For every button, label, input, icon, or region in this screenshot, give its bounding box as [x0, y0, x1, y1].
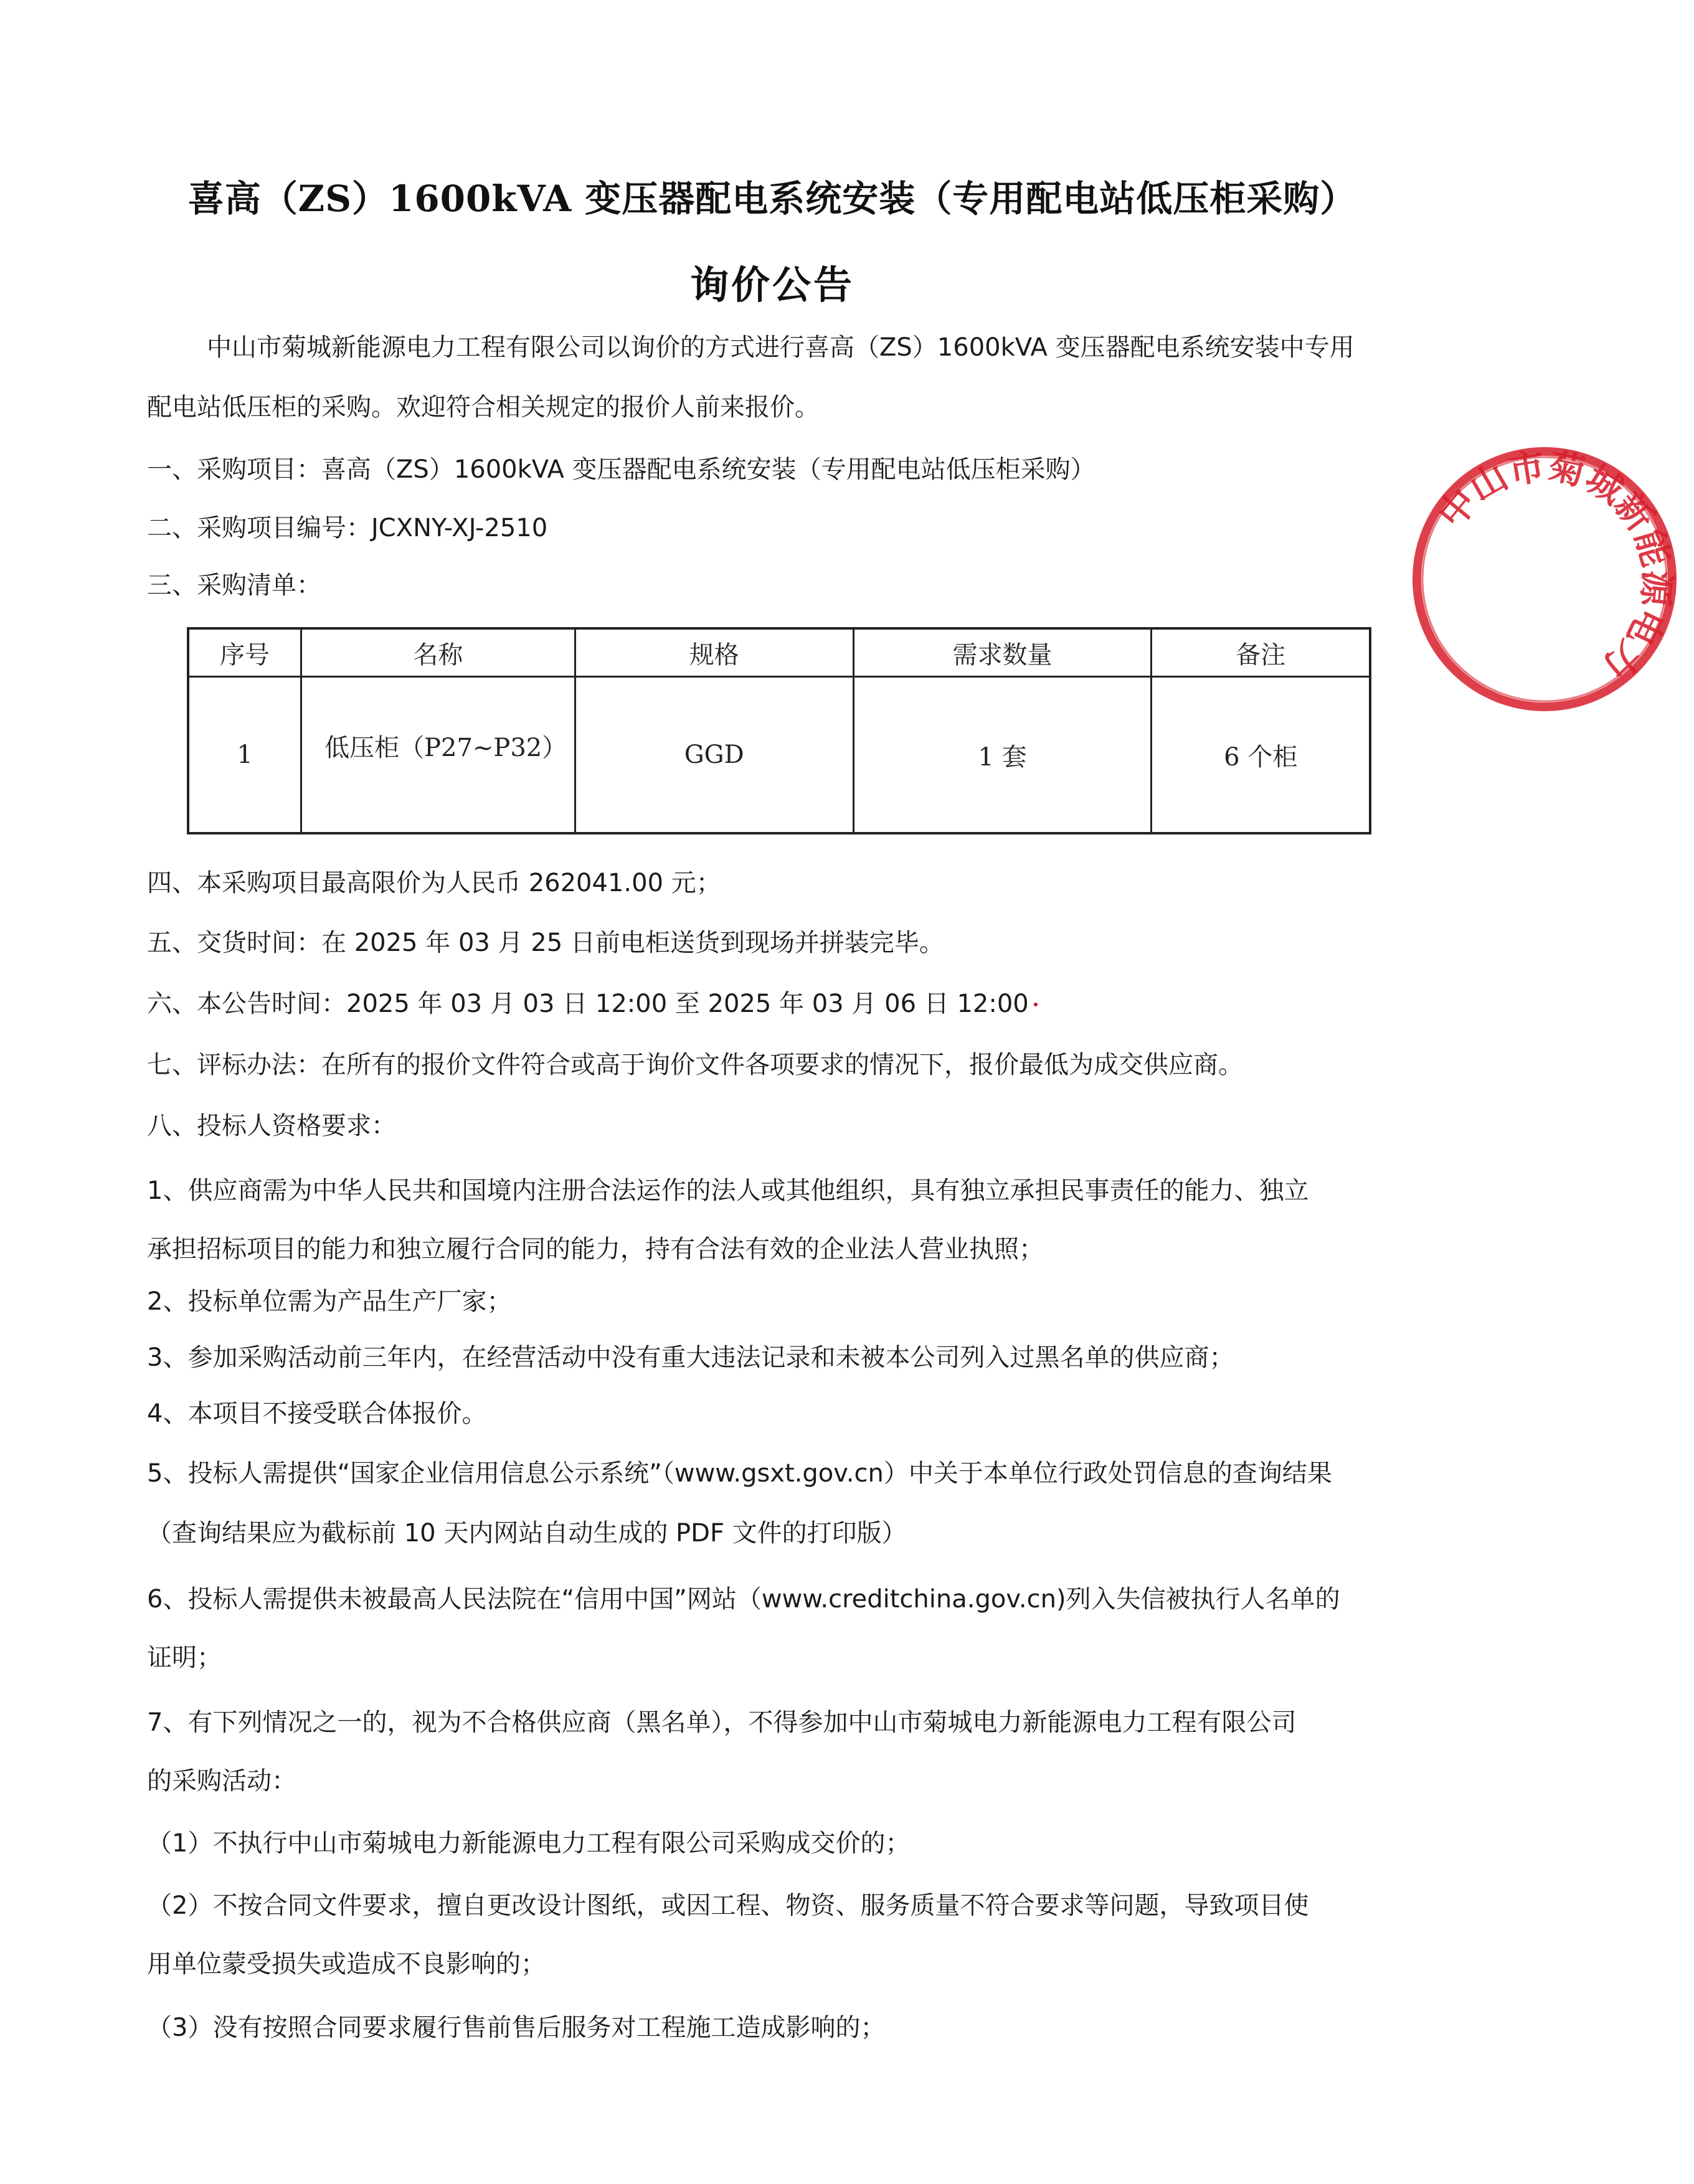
document-title: 喜高（ZS）1600kVA 变压器配电系统安装（专用配电站低压柜采购）: [187, 177, 1357, 220]
requirement-2: 2、投标单位需为产品生产厂家；: [147, 1287, 512, 1316]
document-subtitle: 询价公告: [689, 262, 854, 308]
requirement-7-line-1: 7、有下列情况之一的，视为不合格供应商（黑名单），不得参加中山市菊城电力新能源电力工程有限公司: [147, 1708, 1297, 1737]
procurement-table: [187, 627, 1371, 834]
cell-qty: 1 套: [853, 677, 1152, 834]
seal-text: 中山市菊城新能源电力: [1429, 445, 1679, 688]
intro-paragraph-line-2: 配电站低压柜的采购。欢迎符合相关规定的报价人前来报价。: [147, 393, 820, 422]
cell-spec: GGD: [575, 677, 853, 834]
cell-note: 6 个柜: [1152, 677, 1370, 834]
requirement-5-line-2: （查询结果应为截标前 10 天内网站自动生成的 PDF 文件的打印版）: [147, 1519, 907, 1548]
requirement-4: 4、本项目不接受联合体报价。: [147, 1399, 487, 1428]
table-header-spec: 规格: [575, 628, 853, 677]
blacklist-condition-2-line-2: 用单位蒙受损失或造成不良影响的；: [147, 1950, 546, 1978]
section-qualification-requirements: 八、投标人资格要求：: [147, 1112, 396, 1140]
requirement-6-line-2: 证明；: [147, 1643, 222, 1672]
requirement-6-line-1: 6、投标人需提供未被最高人民法院在“信用中国”网站（www.creditchina.gov.cn)列入失信被执行人名单的: [147, 1585, 1340, 1614]
section-procurement-project: 一、采购项目：喜高（ZS）1600kVA 变压器配电系统安装（专用配电站低压柜采购）: [147, 455, 1095, 484]
requirement-7-line-2: 的采购活动：: [147, 1767, 296, 1795]
cell-seq: 1: [188, 677, 301, 834]
requirement-1-line-1: 1、供应商需为中华人民共和国境内注册合法运作的法人或其他组织，具有独立承担民事责任的能力、独立: [147, 1176, 1309, 1205]
section-delivery-time: 五、交货时间：在 2025 年 03 月 25 日前电柜送货到现场并拼装完毕。: [147, 929, 944, 957]
blacklist-condition-3: （3）没有按照合同要求履行售前售后服务对工程施工造成影响的；: [147, 2013, 886, 2042]
cell-name: 低压柜（P27~P32）: [301, 677, 575, 834]
section-procurement-list: 三、采购清单：: [147, 571, 321, 600]
table-header-qty: 需求数量: [853, 628, 1152, 677]
blacklist-condition-2-line-1: （2）不按合同文件要求，擅自更改设计图纸，或因工程、物资、服务质量不符合要求等问题，导致项目使: [147, 1891, 1309, 1920]
table-header-note: 备注: [1152, 628, 1370, 677]
intro-paragraph-line-1: 中山市菊城新能源电力工程有限公司以询价的方式进行喜高（ZS）1600kVA 变压器配电系统安装中专用: [207, 333, 1355, 362]
table-header-name: 名称: [301, 628, 575, 677]
table-header-seq: 序号: [188, 628, 301, 677]
table-row: [188, 677, 1370, 834]
requirement-5-line-1: 5、投标人需提供“国家企业信用信息公示系统”（www.gsxt.gov.cn）中关于本单位行政处罚信息的查询结果: [147, 1459, 1332, 1488]
section-evaluation-method: 七、评标办法：在所有的报价文件符合或高于询价文件各项要求的情况下，报价最低为成交供应商。: [147, 1051, 1243, 1079]
requirement-3: 3、参加采购活动前三年内，在经营活动中没有重大违法记录和未被本公司列入过黑名单的供应商；: [147, 1343, 1234, 1372]
section-announcement-period: 六、本公告时间：2025 年 03 月 03 日 12:00 至 2025 年 03 月 06 日 12:00: [147, 990, 1029, 1018]
ink-speck: [1034, 1003, 1038, 1006]
section-project-number: 二、采购项目编号：JCXNY-XJ-2510: [147, 514, 548, 542]
table-header-row: [188, 628, 1370, 677]
blacklist-condition-1: （1）不执行中山市菊城电力新能源电力工程有限公司采购成交价的；: [147, 1829, 911, 1858]
requirement-1-line-2: 承担招标项目的能力和独立履行合同的能力，持有合法有效的企业法人营业执照；: [147, 1235, 1044, 1264]
section-price-limit: 四、本采购项目最高限价为人民币 262041.00 元；: [147, 869, 721, 897]
company-seal: [1395, 430, 1694, 729]
